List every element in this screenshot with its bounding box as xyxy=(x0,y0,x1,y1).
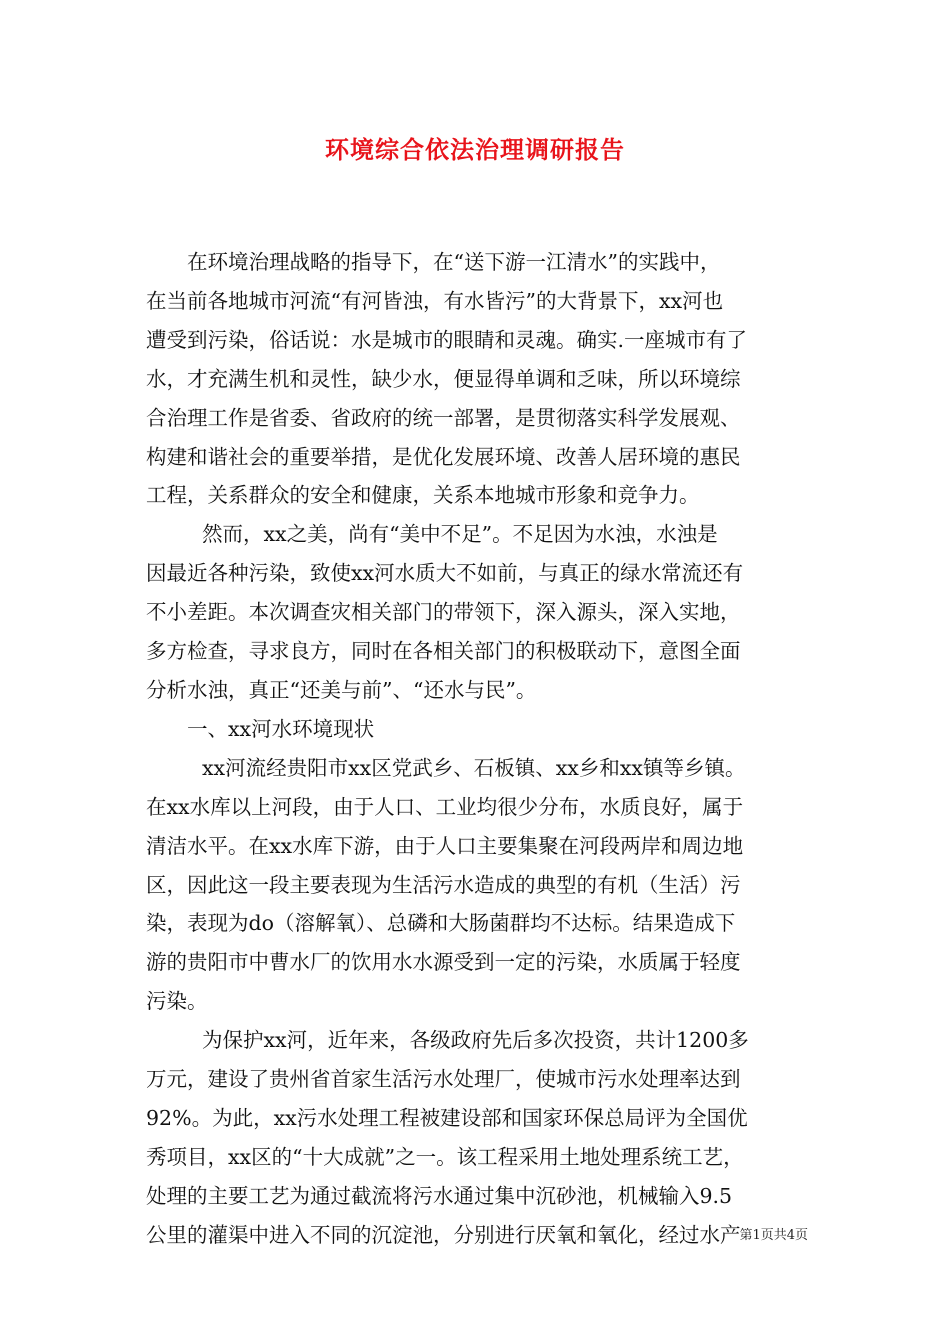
paragraph-line: 为保护xx河，近年来，各级政府先后多次投资，共计1200多 xyxy=(202,1028,749,1053)
paragraph-line: 分析水浊，真正“还美与前”、“还水与民”。 xyxy=(146,677,537,702)
paragraph-line: 遭受到污染，俗话说：水是城市的眼睛和灵魂。确实.一座城市有了 xyxy=(146,327,748,352)
document-body xyxy=(146,243,810,1255)
paragraph-line: 水，才充满生机和灵性，缺少水，便显得单调和乏味，所以环境综 xyxy=(146,366,741,391)
section-heading: 一、xx河水环境现状 xyxy=(187,716,375,741)
paragraph-line: xx河流经贵阳市xx区党武乡、石板镇、xx乡和xx镇等乡镇。 xyxy=(202,755,746,780)
paragraph-line: 在环境治理战略的指导下，在“送下游一江清水”的实践中， xyxy=(187,250,721,274)
paragraph-line: 公里的灌渠中进入不同的沉淀池，分别进行厌氧和氧化，经过水产 xyxy=(146,1222,741,1247)
paragraph-line: 因最近各种污染，致使xx河水质大不如前，与真正的绿水常流还有 xyxy=(146,561,744,586)
paragraph-line: 多方检查，寻求良方，同时在各相关部门的积极联动下，意图全面 xyxy=(146,639,741,664)
paragraph-line: 然而，xx之美，尚有“美中不足”。不足因为水浊，水浊是 xyxy=(202,522,718,547)
paragraph-line: 处理的主要工艺为通过截流将污水通过集中沉砂池，机械输入9.5 xyxy=(146,1183,733,1208)
paragraph-line: 秀项目，xx区的“十大成就”之一。该工程采用土地处理系统工艺， xyxy=(146,1144,744,1169)
document-title: 环境综合依法治理调研报告 xyxy=(325,135,625,164)
paragraph-line: 污染。 xyxy=(146,989,208,1014)
paragraph-line: 清洁水平。在xx水库下游，由于人口主要集聚在河段两岸和周边地 xyxy=(146,833,744,858)
paragraph-line: 在xx水库以上河段，由于人口、工业均很少分布，水质良好，属于 xyxy=(146,794,744,819)
paragraph-line: 合治理工作是省委、省政府的统一部署，是贯彻落实科学发展观、 xyxy=(146,405,741,430)
paragraph-line: 构建和谐社会的重要举措，是优化发展环境、改善人居环境的惠民 xyxy=(146,444,741,469)
paragraph-line: 区，因此这一段主要表现为生活污水造成的典型的有机（生活）污 xyxy=(146,872,741,897)
paragraph-line: 万元，建设了贵州省首家生活污水处理厂，使城市污水处理率达到 xyxy=(146,1067,741,1092)
page-number: 第1页共4页 xyxy=(739,1228,808,1243)
paragraph-line: 在当前各地城市河流“有河皆浊，有水皆污”的大背景下，xx河也 xyxy=(146,288,724,313)
paragraph-line: 游的贵阳市中曹水厂的饮用水水源受到一定的污染，水质属于轻度 xyxy=(146,950,741,975)
paragraph-line: 工程，关系群众的安全和健康，关系本地城市形象和竞争力。 xyxy=(146,483,700,508)
paragraph-line: 92%。为此，xx污水处理工程被建设部和国家环保总局评为全国优 xyxy=(146,1105,748,1130)
paragraph-line: 不小差距。本次调查灾相关部门的带领下，深入源头，深入实地， xyxy=(146,600,741,625)
paragraph-line: 染，表现为do（溶解氧）、总磷和大肠菌群均不达标。结果造成下 xyxy=(146,911,736,936)
